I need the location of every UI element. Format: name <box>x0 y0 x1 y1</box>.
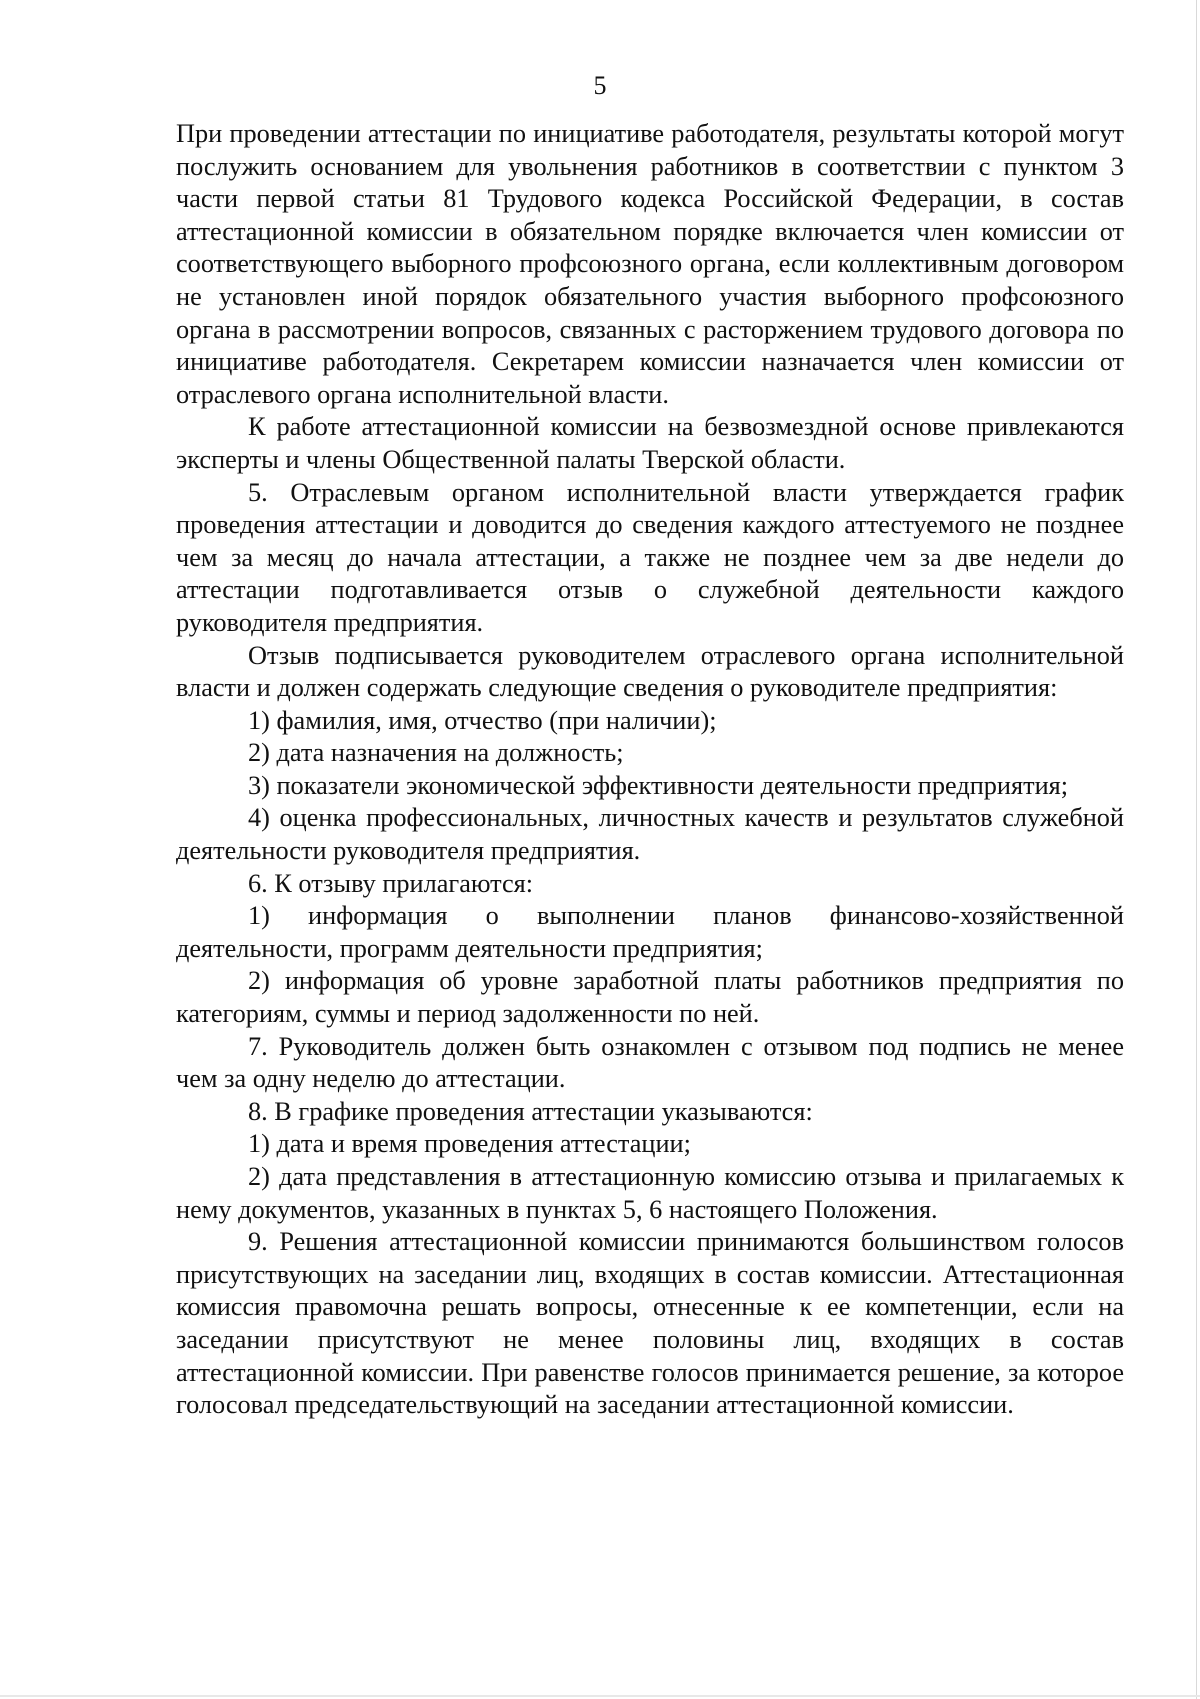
list-item-review-2: 2) дата назначения на должность; <box>248 738 624 768</box>
scan-edge-right <box>1196 0 1197 1699</box>
paragraph-item-8: 8. В графике проведения аттестации указываются: <box>248 1096 813 1126</box>
list-item-review-1: 1) фамилия, имя, отчество (при наличии); <box>248 705 717 735</box>
list-item-attachment-2: 2) информация об уровне заработной платы работников предприятия по категориям, суммы и период задолженности по ней. <box>176 966 1124 1029</box>
paragraph-attestation-commission-composition: При проведении аттестации по инициативе работодателя, результаты которой могут послужить основанием для увольнения работников в соответствии с пунктом 3 части первой статьи 81 Трудового кодекса Российской Федерации, в состав аттестационной комиссии в обязательном порядке включается член комиссии от соответствующего выборного профсоюзного органа, если коллективным договором не установлен иной порядок обязательного участия выборного профсоюзного органа в рассмотрении вопросов, связанных с расторжением трудового договора по инициативе работодателя. Секретарем комиссии назначается член комиссии от отраслевого органа исполнительной власти. <box>176 119 1124 409</box>
paragraph-review-signature: Отзыв подписывается руководителем отраслевого органа исполнительной власти и должен содержать следующие сведения о руководителе предприятия: <box>176 640 1124 703</box>
list-item-review-4: 4) оценка профессиональных, личностных качеств и результатов служебной деятельности руководителя предприятия. <box>176 803 1124 866</box>
paragraph-experts: К работе аттестационной комиссии на безвозмездной основе привлекаются эксперты и члены Общественной палаты Тверской области. <box>176 412 1124 474</box>
paragraph-item-6: 6. К отзыву прилагаются: <box>248 868 534 898</box>
page-number: 5 <box>593 71 607 100</box>
list-item-schedule-1: 1) дата и время проведения аттестации; <box>248 1129 691 1159</box>
paragraph-item-5: 5. Отраслевым органом исполнительной власти утверждается график проведения аттестации и доводится до сведения каждого аттестуемого не позднее чем за месяц до начала аттестации, а также не позднее чем за две недели до аттестации подготавливается отзыв о служебной деятельности каждого руководителя предприятия. <box>176 477 1124 637</box>
paragraph-item-9: 9. Решения аттестационной комиссии принимаются большинством голосов присутствующих на заседании лиц, входящих в состав комиссии. Аттестационная комиссия правомочна решать вопросы, отнесенные к ее компетенции, если на заседании присутствуют не менее половины лиц, входящих в состав аттестационной комиссии. При равенстве голосов принимается решение, за которое голосовал председательствующий на заседании аттестационной комиссии. <box>176 1227 1124 1420</box>
document-body <box>176 118 1124 1422</box>
list-item-review-3: 3) показатели экономической эффективности деятельности предприятия; <box>248 770 1069 800</box>
list-item-attachment-1: 1) информация о выполнении планов финансово-хозяйственной деятельности, программ деятельности предприятия; <box>176 901 1124 963</box>
scan-edge-bottom <box>0 1695 1200 1697</box>
list-item-schedule-2: 2) дата представления в аттестационную комиссию отзыва и прилагаемых к нему документов, указанных в пунктах 5, 6 настоящего Положения. <box>176 1162 1124 1224</box>
paragraph-item-7: 7. Руководитель должен быть ознакомлен с отзывом под подпись не менее чем за одну неделю до аттестации. <box>176 1031 1124 1094</box>
